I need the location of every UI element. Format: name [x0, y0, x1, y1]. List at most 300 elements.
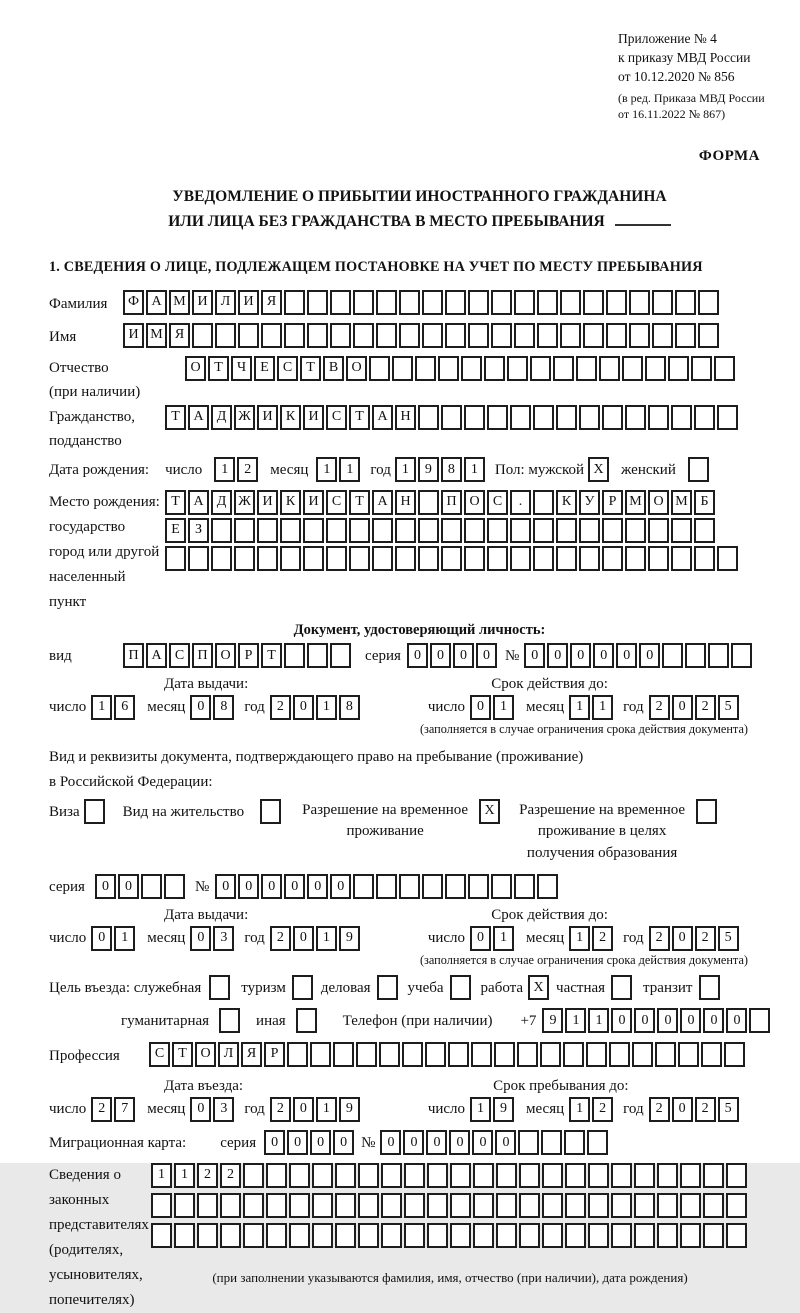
char-cell[interactable]: 1: [316, 1097, 337, 1122]
char-cell[interactable]: Б: [694, 490, 715, 515]
char-cell[interactable]: [353, 874, 374, 899]
char-cell[interactable]: 0: [453, 643, 474, 668]
char-cell[interactable]: 2: [649, 926, 670, 951]
char-cell[interactable]: [197, 1193, 218, 1218]
char-cell[interactable]: [564, 1130, 585, 1155]
char-cell[interactable]: [404, 1193, 425, 1218]
temp-residence-checkbox[interactable]: [479, 799, 502, 824]
char-cell[interactable]: [260, 799, 281, 824]
char-cell[interactable]: [330, 643, 351, 668]
char-cell[interactable]: 2: [649, 1097, 670, 1122]
char-cell[interactable]: [634, 1163, 655, 1188]
char-cell[interactable]: 0: [726, 1008, 747, 1033]
char-cell[interactable]: 8: [213, 695, 234, 720]
char-cell[interactable]: 0: [95, 874, 116, 899]
char-cell[interactable]: [425, 1042, 446, 1067]
char-cell[interactable]: 2: [695, 1097, 716, 1122]
char-cell[interactable]: П: [123, 643, 144, 668]
char-cell[interactable]: [399, 323, 420, 348]
char-cell[interactable]: [542, 1223, 563, 1248]
char-cell[interactable]: 0: [639, 643, 660, 668]
char-cell[interactable]: 2: [270, 1097, 291, 1122]
char-cell[interactable]: 1: [91, 695, 112, 720]
char-cell[interactable]: [353, 290, 374, 315]
char-cell[interactable]: 0: [380, 1130, 401, 1155]
char-cell[interactable]: К: [556, 490, 577, 515]
stay-day-input[interactable]: [470, 1097, 516, 1122]
char-cell[interactable]: Ж: [234, 405, 255, 430]
char-cell[interactable]: 3: [213, 926, 234, 951]
char-cell[interactable]: [261, 323, 282, 348]
char-cell[interactable]: [496, 1193, 517, 1218]
char-cell[interactable]: 6: [114, 695, 135, 720]
char-cell[interactable]: 0: [472, 1130, 493, 1155]
char-cell[interactable]: [330, 290, 351, 315]
char-cell[interactable]: [611, 1193, 632, 1218]
char-cell[interactable]: В: [323, 356, 344, 381]
char-cell[interactable]: [450, 1163, 471, 1188]
char-cell[interactable]: [611, 975, 632, 1000]
char-cell[interactable]: [491, 874, 512, 899]
char-cell[interactable]: 0: [495, 1130, 516, 1155]
char-cell[interactable]: [703, 1193, 724, 1218]
char-cell[interactable]: Т: [172, 1042, 193, 1067]
char-cell[interactable]: 0: [570, 643, 591, 668]
char-cell[interactable]: 0: [430, 643, 451, 668]
char-cell[interactable]: [238, 323, 259, 348]
char-cell[interactable]: [625, 405, 646, 430]
char-cell[interactable]: 5: [718, 926, 739, 951]
sex-female-checkbox[interactable]: [688, 457, 711, 482]
char-cell[interactable]: [234, 546, 255, 571]
id-valid-year-input[interactable]: [649, 695, 741, 720]
char-cell[interactable]: [484, 356, 505, 381]
char-cell[interactable]: [211, 546, 232, 571]
purpose-work-checkbox[interactable]: [528, 975, 551, 1000]
char-cell[interactable]: 0: [672, 695, 693, 720]
char-cell[interactable]: [464, 518, 485, 543]
char-cell[interactable]: [703, 1163, 724, 1188]
char-cell[interactable]: [726, 1223, 747, 1248]
char-cell[interactable]: [622, 356, 643, 381]
char-cell[interactable]: [280, 518, 301, 543]
char-cell[interactable]: [192, 323, 213, 348]
char-cell[interactable]: [303, 546, 324, 571]
char-cell[interactable]: 0: [470, 695, 491, 720]
char-cell[interactable]: [379, 1042, 400, 1067]
char-cell[interactable]: [220, 1223, 241, 1248]
char-cell[interactable]: [514, 290, 535, 315]
char-cell[interactable]: [464, 546, 485, 571]
char-cell[interactable]: [303, 518, 324, 543]
char-cell[interactable]: [404, 1223, 425, 1248]
char-cell[interactable]: 0: [238, 874, 259, 899]
char-cell[interactable]: [141, 874, 162, 899]
char-cell[interactable]: [588, 1223, 609, 1248]
char-cell[interactable]: Я: [261, 290, 282, 315]
char-cell[interactable]: 1: [565, 1008, 586, 1033]
char-cell[interactable]: [326, 518, 347, 543]
char-cell[interactable]: Т: [349, 405, 370, 430]
char-cell[interactable]: 2: [220, 1163, 241, 1188]
char-cell[interactable]: 1: [592, 695, 613, 720]
char-cell[interactable]: [450, 975, 471, 1000]
char-cell[interactable]: 9: [542, 1008, 563, 1033]
char-cell[interactable]: [289, 1223, 310, 1248]
char-cell[interactable]: [731, 643, 752, 668]
char-cell[interactable]: [724, 1042, 745, 1067]
char-cell[interactable]: [464, 405, 485, 430]
purpose-humanitarian-checkbox[interactable]: [219, 1008, 242, 1033]
char-cell[interactable]: 0: [611, 1008, 632, 1033]
char-cell[interactable]: 0: [293, 695, 314, 720]
char-cell[interactable]: [381, 1163, 402, 1188]
char-cell[interactable]: [448, 1042, 469, 1067]
char-cell[interactable]: [292, 975, 313, 1000]
char-cell[interactable]: [565, 1193, 586, 1218]
char-cell[interactable]: 0: [284, 874, 305, 899]
char-cell[interactable]: 1: [493, 695, 514, 720]
legal-reps-row2-input[interactable]: [151, 1193, 749, 1218]
char-cell[interactable]: [473, 1223, 494, 1248]
char-cell[interactable]: 1: [114, 926, 135, 951]
char-cell[interactable]: 0: [703, 1008, 724, 1033]
char-cell[interactable]: [708, 643, 729, 668]
char-cell[interactable]: 0: [264, 1130, 285, 1155]
char-cell[interactable]: 8: [441, 457, 462, 482]
char-cell[interactable]: Ф: [123, 290, 144, 315]
char-cell[interactable]: [540, 1042, 561, 1067]
char-cell[interactable]: [542, 1163, 563, 1188]
char-cell[interactable]: И: [303, 490, 324, 515]
char-cell[interactable]: 0: [634, 1008, 655, 1033]
char-cell[interactable]: [284, 323, 305, 348]
char-cell[interactable]: 2: [270, 926, 291, 951]
char-cell[interactable]: 1: [214, 457, 235, 482]
char-cell[interactable]: О: [464, 490, 485, 515]
char-cell[interactable]: [565, 1223, 586, 1248]
stay-year-input[interactable]: [649, 1097, 741, 1122]
char-cell[interactable]: А: [188, 405, 209, 430]
char-cell[interactable]: [487, 405, 508, 430]
char-cell[interactable]: Е: [165, 518, 186, 543]
char-cell[interactable]: 2: [237, 457, 258, 482]
mig-number-input[interactable]: [380, 1130, 610, 1155]
char-cell[interactable]: [579, 518, 600, 543]
char-cell[interactable]: [694, 405, 715, 430]
char-cell[interactable]: [372, 546, 393, 571]
char-cell[interactable]: [312, 1163, 333, 1188]
id-valid-day-input[interactable]: [470, 695, 516, 720]
char-cell[interactable]: [587, 1130, 608, 1155]
char-cell[interactable]: [422, 874, 443, 899]
char-cell[interactable]: 0: [470, 926, 491, 951]
char-cell[interactable]: 1: [493, 926, 514, 951]
char-cell[interactable]: [514, 874, 535, 899]
char-cell[interactable]: 0: [293, 1097, 314, 1122]
char-cell[interactable]: [284, 643, 305, 668]
char-cell[interactable]: И: [123, 323, 144, 348]
char-cell[interactable]: 1: [569, 1097, 590, 1122]
char-cell[interactable]: 1: [316, 695, 337, 720]
char-cell[interactable]: [266, 1193, 287, 1218]
char-cell[interactable]: [510, 546, 531, 571]
char-cell[interactable]: [496, 1223, 517, 1248]
char-cell[interactable]: [427, 1193, 448, 1218]
char-cell[interactable]: [445, 874, 466, 899]
char-cell[interactable]: 1: [339, 457, 360, 482]
char-cell[interactable]: [611, 1223, 632, 1248]
char-cell[interactable]: [606, 290, 627, 315]
char-cell[interactable]: [243, 1193, 264, 1218]
char-cell[interactable]: Р: [264, 1042, 285, 1067]
char-cell[interactable]: [691, 356, 712, 381]
char-cell[interactable]: [609, 1042, 630, 1067]
char-cell[interactable]: [266, 1163, 287, 1188]
char-cell[interactable]: [372, 518, 393, 543]
char-cell[interactable]: [507, 356, 528, 381]
char-cell[interactable]: [209, 975, 230, 1000]
visa-checkbox[interactable]: [84, 799, 107, 824]
char-cell[interactable]: 2: [695, 926, 716, 951]
char-cell[interactable]: Ч: [231, 356, 252, 381]
char-cell[interactable]: [685, 643, 706, 668]
char-cell[interactable]: [517, 1042, 538, 1067]
char-cell[interactable]: С: [326, 490, 347, 515]
char-cell[interactable]: А: [146, 290, 167, 315]
char-cell[interactable]: [514, 323, 535, 348]
char-cell[interactable]: 1: [569, 695, 590, 720]
char-cell[interactable]: [576, 356, 597, 381]
char-cell[interactable]: [84, 799, 105, 824]
permit-series-input[interactable]: [95, 874, 187, 899]
char-cell[interactable]: [629, 323, 650, 348]
char-cell[interactable]: [634, 1193, 655, 1218]
char-cell[interactable]: [220, 1193, 241, 1218]
char-cell[interactable]: [349, 518, 370, 543]
char-cell[interactable]: [634, 1223, 655, 1248]
char-cell[interactable]: [356, 1042, 377, 1067]
char-cell[interactable]: [602, 546, 623, 571]
birth-year-input[interactable]: [395, 457, 487, 482]
char-cell[interactable]: [399, 874, 420, 899]
doc-number-input[interactable]: [524, 643, 754, 668]
char-cell[interactable]: [211, 518, 232, 543]
char-cell[interactable]: [215, 323, 236, 348]
char-cell[interactable]: [392, 356, 413, 381]
char-cell[interactable]: [188, 546, 209, 571]
char-cell[interactable]: [588, 1193, 609, 1218]
char-cell[interactable]: 0: [287, 1130, 308, 1155]
char-cell[interactable]: [487, 546, 508, 571]
char-cell[interactable]: М: [671, 490, 692, 515]
char-cell[interactable]: [473, 1193, 494, 1218]
char-cell[interactable]: М: [146, 323, 167, 348]
char-cell[interactable]: Я: [241, 1042, 262, 1067]
char-cell[interactable]: [441, 546, 462, 571]
char-cell[interactable]: [537, 323, 558, 348]
char-cell[interactable]: [422, 323, 443, 348]
char-cell[interactable]: [151, 1223, 172, 1248]
mig-series-input[interactable]: [264, 1130, 356, 1155]
char-cell[interactable]: А: [146, 643, 167, 668]
birth-month-input[interactable]: [316, 457, 362, 482]
char-cell[interactable]: А: [372, 490, 393, 515]
profession-input[interactable]: [149, 1042, 747, 1067]
permit-issue-day-input[interactable]: [91, 926, 137, 951]
char-cell[interactable]: К: [280, 490, 301, 515]
char-cell[interactable]: Л: [218, 1042, 239, 1067]
char-cell[interactable]: [197, 1223, 218, 1248]
char-cell[interactable]: [537, 290, 558, 315]
char-cell[interactable]: С: [169, 643, 190, 668]
char-cell[interactable]: [330, 323, 351, 348]
char-cell[interactable]: 0: [307, 874, 328, 899]
char-cell[interactable]: [296, 1008, 317, 1033]
char-cell[interactable]: 2: [649, 695, 670, 720]
char-cell[interactable]: [399, 290, 420, 315]
char-cell[interactable]: [402, 1042, 423, 1067]
char-cell[interactable]: [326, 546, 347, 571]
char-cell[interactable]: [427, 1223, 448, 1248]
char-cell[interactable]: [468, 323, 489, 348]
char-cell[interactable]: [583, 323, 604, 348]
char-cell[interactable]: [335, 1193, 356, 1218]
char-cell[interactable]: И: [257, 490, 278, 515]
char-cell[interactable]: [611, 1163, 632, 1188]
citizenship-input[interactable]: [165, 405, 740, 430]
char-cell[interactable]: [438, 356, 459, 381]
char-cell[interactable]: 0: [547, 643, 568, 668]
char-cell[interactable]: 2: [91, 1097, 112, 1122]
char-cell[interactable]: 0: [593, 643, 614, 668]
char-cell[interactable]: [632, 1042, 653, 1067]
char-cell[interactable]: [671, 546, 692, 571]
char-cell[interactable]: Н: [395, 405, 416, 430]
char-cell[interactable]: [602, 405, 623, 430]
char-cell[interactable]: [358, 1193, 379, 1218]
char-cell[interactable]: И: [192, 290, 213, 315]
char-cell[interactable]: [648, 518, 669, 543]
char-cell[interactable]: [556, 546, 577, 571]
char-cell[interactable]: С: [149, 1042, 170, 1067]
char-cell[interactable]: Я: [169, 323, 190, 348]
char-cell[interactable]: [349, 546, 370, 571]
char-cell[interactable]: [657, 1163, 678, 1188]
char-cell[interactable]: [533, 518, 554, 543]
purpose-transit-checkbox[interactable]: [699, 975, 722, 1000]
stay-month-input[interactable]: [569, 1097, 615, 1122]
char-cell[interactable]: [694, 546, 715, 571]
char-cell[interactable]: [395, 546, 416, 571]
char-cell[interactable]: [358, 1163, 379, 1188]
legal-reps-row3-input[interactable]: [151, 1223, 749, 1248]
birthplace-row1-input[interactable]: [165, 490, 740, 515]
char-cell[interactable]: [675, 323, 696, 348]
char-cell[interactable]: .: [510, 490, 531, 515]
char-cell[interactable]: 0: [330, 874, 351, 899]
char-cell[interactable]: [174, 1193, 195, 1218]
char-cell[interactable]: 1: [316, 457, 337, 482]
char-cell[interactable]: 0: [333, 1130, 354, 1155]
char-cell[interactable]: [657, 1193, 678, 1218]
char-cell[interactable]: [556, 405, 577, 430]
char-cell[interactable]: [668, 356, 689, 381]
char-cell[interactable]: 0: [190, 926, 211, 951]
permit-valid-day-input[interactable]: [470, 926, 516, 951]
char-cell[interactable]: [381, 1223, 402, 1248]
char-cell[interactable]: [519, 1163, 540, 1188]
char-cell[interactable]: Т: [165, 490, 186, 515]
char-cell[interactable]: [671, 405, 692, 430]
char-cell[interactable]: [219, 1008, 240, 1033]
char-cell[interactable]: [671, 518, 692, 543]
char-cell[interactable]: [563, 1042, 584, 1067]
char-cell[interactable]: П: [192, 643, 213, 668]
char-cell[interactable]: [450, 1193, 471, 1218]
char-cell[interactable]: [310, 1042, 331, 1067]
id-valid-month-input[interactable]: [569, 695, 615, 720]
char-cell[interactable]: П: [441, 490, 462, 515]
char-cell[interactable]: X: [479, 799, 500, 824]
char-cell[interactable]: [533, 490, 554, 515]
char-cell[interactable]: [496, 1163, 517, 1188]
char-cell[interactable]: [675, 290, 696, 315]
char-cell[interactable]: У: [579, 490, 600, 515]
char-cell[interactable]: [629, 290, 650, 315]
char-cell[interactable]: [680, 1193, 701, 1218]
char-cell[interactable]: 2: [592, 1097, 613, 1122]
char-cell[interactable]: [257, 546, 278, 571]
char-cell[interactable]: З: [188, 518, 209, 543]
char-cell[interactable]: [533, 405, 554, 430]
char-cell[interactable]: О: [346, 356, 367, 381]
char-cell[interactable]: [696, 799, 717, 824]
char-cell[interactable]: [662, 643, 683, 668]
char-cell[interactable]: [381, 1193, 402, 1218]
char-cell[interactable]: О: [648, 490, 669, 515]
char-cell[interactable]: [694, 518, 715, 543]
char-cell[interactable]: 2: [695, 695, 716, 720]
char-cell[interactable]: 0: [524, 643, 545, 668]
char-cell[interactable]: [461, 356, 482, 381]
char-cell[interactable]: [510, 518, 531, 543]
char-cell[interactable]: Т: [300, 356, 321, 381]
char-cell[interactable]: [556, 518, 577, 543]
char-cell[interactable]: [688, 457, 709, 482]
char-cell[interactable]: [404, 1163, 425, 1188]
char-cell[interactable]: 0: [310, 1130, 331, 1155]
char-cell[interactable]: [358, 1223, 379, 1248]
char-cell[interactable]: [510, 405, 531, 430]
char-cell[interactable]: С: [277, 356, 298, 381]
patronymic-input[interactable]: [185, 356, 737, 381]
char-cell[interactable]: К: [280, 405, 301, 430]
char-cell[interactable]: 9: [493, 1097, 514, 1122]
char-cell[interactable]: X: [528, 975, 549, 1000]
char-cell[interactable]: [164, 874, 185, 899]
char-cell[interactable]: [680, 1163, 701, 1188]
char-cell[interactable]: [441, 518, 462, 543]
doc-kind-input[interactable]: [123, 643, 353, 668]
char-cell[interactable]: [307, 323, 328, 348]
char-cell[interactable]: [698, 290, 719, 315]
char-cell[interactable]: [445, 290, 466, 315]
char-cell[interactable]: [606, 323, 627, 348]
char-cell[interactable]: [579, 546, 600, 571]
sex-male-checkbox[interactable]: [588, 457, 611, 482]
id-issue-year-input[interactable]: [270, 695, 362, 720]
